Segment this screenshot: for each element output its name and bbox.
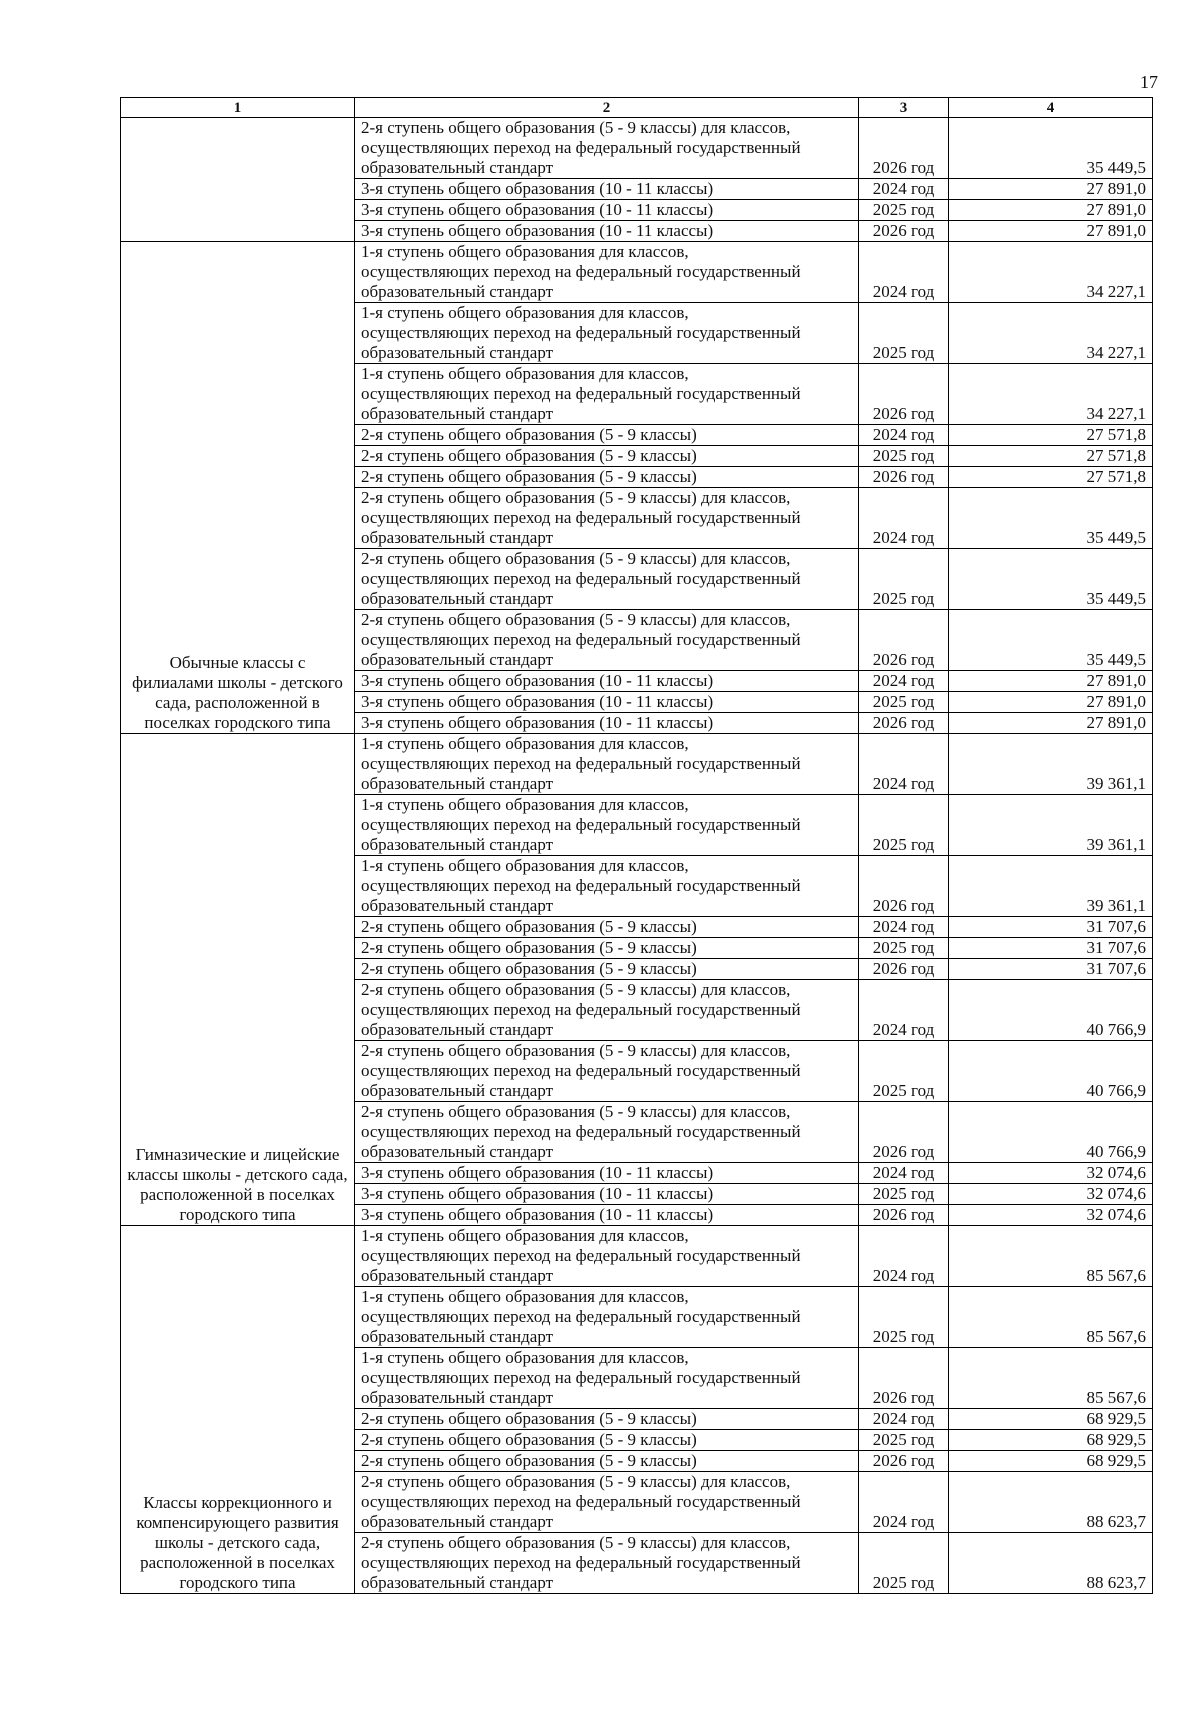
row-description: 3-я ступень общего образования (10 - 11 классы)	[355, 1163, 859, 1184]
row-value: 40 766,9	[949, 1041, 1153, 1102]
row-value: 27 891,0	[949, 692, 1153, 713]
row-value: 27 571,8	[949, 446, 1153, 467]
row-year: 2025 год	[859, 303, 949, 364]
row-year: 2026 год	[859, 856, 949, 917]
header-row	[121, 98, 1153, 118]
row-value: 34 227,1	[949, 303, 1153, 364]
row-description: 2-я ступень общего образования (5 - 9 классы)	[355, 467, 859, 488]
row-value: 40 766,9	[949, 1102, 1153, 1163]
row-description: 2-я ступень общего образования (5 - 9 классы)	[355, 959, 859, 980]
row-year: 2025 год	[859, 200, 949, 221]
row-value: 85 567,6	[949, 1226, 1153, 1287]
row-description: 2-я ступень общего образования (5 - 9 классы)	[355, 1430, 859, 1451]
row-year: 2025 год	[859, 938, 949, 959]
row-description: 3-я ступень общего образования (10 - 11 классы)	[355, 179, 859, 200]
row-value: 31 707,6	[949, 938, 1153, 959]
row-value: 32 074,6	[949, 1184, 1153, 1205]
row-year: 2026 год	[859, 364, 949, 425]
row-year: 2026 год	[859, 1348, 949, 1409]
row-value: 68 929,5	[949, 1451, 1153, 1472]
row-year: 2026 год	[859, 118, 949, 179]
row-description: 1-я ступень общего образования для классов, осуществляющих переход на федеральный государственный образовательный стандарт	[355, 734, 859, 795]
header-col-3: 3	[859, 98, 949, 118]
row-year: 2026 год	[859, 467, 949, 488]
row-description: 2-я ступень общего образования (5 - 9 классы)	[355, 938, 859, 959]
row-value: 40 766,9	[949, 980, 1153, 1041]
row-value: 27 891,0	[949, 221, 1153, 242]
row-description: 2-я ступень общего образования (5 - 9 классы) для классов, осуществляющих переход на федеральный государственный образовательный стандарт	[355, 1041, 859, 1102]
row-description: 3-я ступень общего образования (10 - 11 классы)	[355, 1205, 859, 1226]
row-year: 2024 год	[859, 1409, 949, 1430]
row-description: 3-я ступень общего образования (10 - 11 классы)	[355, 221, 859, 242]
row-year: 2026 год	[859, 713, 949, 734]
row-value: 85 567,6	[949, 1287, 1153, 1348]
row-description: 2-я ступень общего образования (5 - 9 классы) для классов, осуществляющих переход на федеральный государственный образовательный стандарт	[355, 1472, 859, 1533]
table-row	[121, 734, 1153, 795]
row-value: 39 361,1	[949, 856, 1153, 917]
row-year: 2026 год	[859, 1102, 949, 1163]
row-value: 68 929,5	[949, 1430, 1153, 1451]
row-value: 27 891,0	[949, 200, 1153, 221]
row-description: 3-я ступень общего образования (10 - 11 классы)	[355, 200, 859, 221]
row-description: 1-я ступень общего образования для классов, осуществляющих переход на федеральный государственный образовательный стандарт	[355, 1348, 859, 1409]
row-year: 2024 год	[859, 1226, 949, 1287]
row-value: 31 707,6	[949, 917, 1153, 938]
row-value: 35 449,5	[949, 549, 1153, 610]
row-value: 32 074,6	[949, 1205, 1153, 1226]
row-value: 32 074,6	[949, 1163, 1153, 1184]
row-year: 2024 год	[859, 1472, 949, 1533]
row-description: 3-я ступень общего образования (10 - 11 классы)	[355, 692, 859, 713]
group-name: Классы коррекционного и компенсирующего развития школы - детского сада, расположенной в поселках городского типа	[121, 1226, 355, 1594]
row-value: 35 449,5	[949, 118, 1153, 179]
row-year: 2026 год	[859, 1205, 949, 1226]
row-year: 2025 год	[859, 692, 949, 713]
tariff-table	[120, 97, 1153, 1594]
row-year: 2024 год	[859, 242, 949, 303]
row-year: 2025 год	[859, 1287, 949, 1348]
row-value: 85 567,6	[949, 1348, 1153, 1409]
row-value: 88 623,7	[949, 1533, 1153, 1594]
row-year: 2024 год	[859, 917, 949, 938]
row-description: 2-я ступень общего образования (5 - 9 классы)	[355, 917, 859, 938]
row-year: 2024 год	[859, 1163, 949, 1184]
row-description: 1-я ступень общего образования для классов, осуществляющих переход на федеральный государственный образовательный стандарт	[355, 856, 859, 917]
row-year: 2025 год	[859, 1184, 949, 1205]
row-year: 2026 год	[859, 959, 949, 980]
row-year: 2024 год	[859, 488, 949, 549]
row-value: 39 361,1	[949, 795, 1153, 856]
row-description: 3-я ступень общего образования (10 - 11 классы)	[355, 671, 859, 692]
row-description: 2-я ступень общего образования (5 - 9 классы) для классов, осуществляющих переход на федеральный государственный образовательный стандарт	[355, 549, 859, 610]
row-description: 2-я ступень общего образования (5 - 9 классы) для классов, осуществляющих переход на федеральный государственный образовательный стандарт	[355, 488, 859, 549]
row-value: 35 449,5	[949, 610, 1153, 671]
row-description: 1-я ступень общего образования для классов, осуществляющих переход на федеральный государственный образовательный стандарт	[355, 1226, 859, 1287]
header-col-1: 1	[121, 98, 355, 118]
row-description: 2-я ступень общего образования (5 - 9 классы) для классов, осуществляющих переход на федеральный государственный образовательный стандарт	[355, 610, 859, 671]
row-description: 2-я ступень общего образования (5 - 9 классы)	[355, 1451, 859, 1472]
row-description: 1-я ступень общего образования для классов, осуществляющих переход на федеральный государственный образовательный стандарт	[355, 303, 859, 364]
row-year: 2026 год	[859, 610, 949, 671]
row-year: 2024 год	[859, 980, 949, 1041]
row-year: 2025 год	[859, 1041, 949, 1102]
row-description: 1-я ступень общего образования для классов, осуществляющих переход на федеральный государственный образовательный стандарт	[355, 1287, 859, 1348]
row-year: 2024 год	[859, 671, 949, 692]
group-name	[121, 118, 355, 242]
row-year: 2024 год	[859, 425, 949, 446]
row-description: 1-я ступень общего образования для классов, осуществляющих переход на федеральный государственный образовательный стандарт	[355, 795, 859, 856]
row-year: 2025 год	[859, 549, 949, 610]
row-value: 27 571,8	[949, 425, 1153, 446]
table-row	[121, 242, 1153, 303]
row-value: 27 891,0	[949, 179, 1153, 200]
row-value: 34 227,1	[949, 242, 1153, 303]
row-year: 2025 год	[859, 446, 949, 467]
row-value: 88 623,7	[949, 1472, 1153, 1533]
header-col-2: 2	[355, 98, 859, 118]
row-value: 27 571,8	[949, 467, 1153, 488]
table-row	[121, 1226, 1153, 1287]
row-description: 1-я ступень общего образования для классов, осуществляющих переход на федеральный государственный образовательный стандарт	[355, 242, 859, 303]
page-number: 17	[1140, 72, 1158, 92]
header-col-4: 4	[949, 98, 1153, 118]
row-description: 3-я ступень общего образования (10 - 11 классы)	[355, 1184, 859, 1205]
row-description: 2-я ступень общего образования (5 - 9 классы) для классов, осуществляющих переход на федеральный государственный образовательный стандарт	[355, 118, 859, 179]
row-description: 2-я ступень общего образования (5 - 9 классы) для классов, осуществляющих переход на федеральный государственный образовательный стандарт	[355, 1102, 859, 1163]
row-description: 2-я ступень общего образования (5 - 9 классы)	[355, 446, 859, 467]
row-year: 2025 год	[859, 795, 949, 856]
row-year: 2026 год	[859, 1451, 949, 1472]
row-year: 2024 год	[859, 179, 949, 200]
table-header	[121, 98, 1153, 118]
row-year: 2024 год	[859, 734, 949, 795]
row-value: 27 891,0	[949, 671, 1153, 692]
row-description: 1-я ступень общего образования для классов, осуществляющих переход на федеральный государственный образовательный стандарт	[355, 364, 859, 425]
row-year: 2025 год	[859, 1533, 949, 1594]
row-value: 34 227,1	[949, 364, 1153, 425]
row-description: 2-я ступень общего образования (5 - 9 классы) для классов, осуществляющих переход на федеральный государственный образовательный стандарт	[355, 980, 859, 1041]
row-year: 2026 год	[859, 221, 949, 242]
table-body	[121, 118, 1153, 1594]
row-year: 2025 год	[859, 1430, 949, 1451]
row-value: 27 891,0	[949, 713, 1153, 734]
group-name: Гимназические и лицейские классы школы - детского сада, расположенной в поселках городского типа	[121, 734, 355, 1226]
row-description: 3-я ступень общего образования (10 - 11 классы)	[355, 713, 859, 734]
table-row	[121, 118, 1153, 179]
group-name: Обычные классы с филиалами школы - детского сада, расположенной в поселках городского типа	[121, 242, 355, 734]
row-value: 31 707,6	[949, 959, 1153, 980]
row-description: 2-я ступень общего образования (5 - 9 классы)	[355, 1409, 859, 1430]
row-value: 68 929,5	[949, 1409, 1153, 1430]
row-description: 2-я ступень общего образования (5 - 9 классы) для классов, осуществляющих переход на федеральный государственный образовательный стандарт	[355, 1533, 859, 1594]
row-value: 35 449,5	[949, 488, 1153, 549]
row-description: 2-я ступень общего образования (5 - 9 классы)	[355, 425, 859, 446]
row-value: 39 361,1	[949, 734, 1153, 795]
